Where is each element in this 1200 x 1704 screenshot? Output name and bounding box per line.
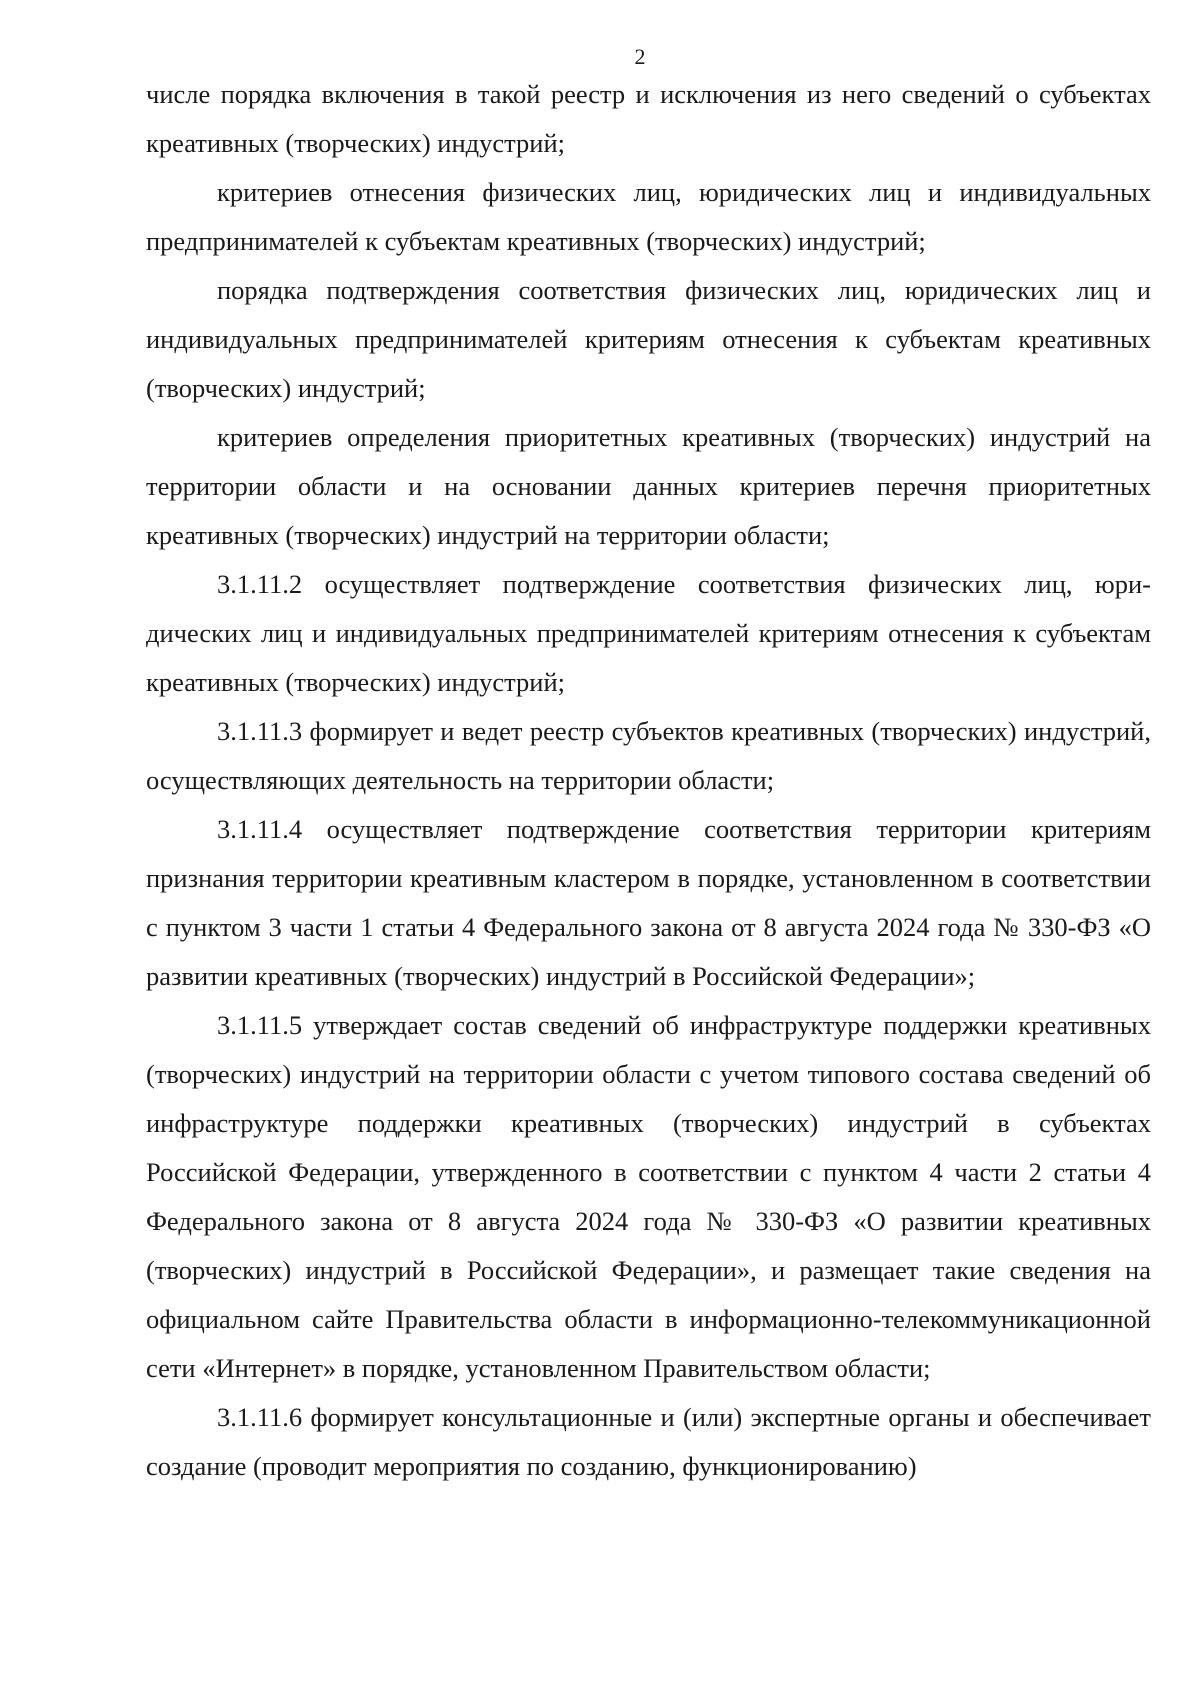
paragraph-priority-criteria: критериев определения приоритетных креативных (творческих) индустрий на территории области и на основании данных критериев перечня приоритетных креативных (творческих) индустрий на территории области; (146, 422, 1151, 550)
page-number: 2 (634, 44, 646, 69)
paragraph-criteria-attribution: критериев отнесения физических лиц, юридических лиц и индивидуальных предпринимателей к субъектам креативных (творческих) индустрий; (146, 177, 1151, 256)
paragraph-3-1-11-6: 3.1.11.6 формирует консультационные и (или) экспертные органы и обеспечивает создание (проводит мероприятия по созданию, функционированию) (146, 1402, 1151, 1481)
paragraph-confirmation-procedure: порядка подтверждения соответствия физических лиц, юридических лиц и индивидуальных предпринимателей критериям отнесения к субъектам креативных (творческих) индустрий; (146, 275, 1151, 403)
paragraph-3-1-11-3: 3.1.11.3 формирует и ведет реестр субъектов креативных (творческих) индустрий, осуществляющих деятельность на территории области; (146, 716, 1151, 795)
paragraph-3-1-11-2: 3.1.11.2 осуществляет подтверждение соответствия физических лиц, юридических лиц и индивидуальных предпринимателей критериям отнесения к субъектам креативных (творческих) индустрий; (146, 569, 1151, 697)
document-body (146, 70, 1151, 1491)
paragraph-3-1-11-5: 3.1.11.5 утверждает состав сведений об инфраструктуре поддержки креативных (творческих) индустрий на территории области с учетом типового состава сведений об инфраструктуре поддержки креативных (творческих) индустрий в субъектах Российской Федерации, утвержденного в соответствии с пунктом 4 части 2 статьи 4 Федерального закона от 8 августа 2024 года № 330-ФЗ «О развитии креативных (творческих) индустрий в Российской Федерации», и размещает такие сведения на официальном сайте Правительства области в информационно-телекоммуникационной сети «Интернет» в порядке, установленном Правительством области; (146, 1010, 1151, 1383)
paragraph-continuation: числе порядка включения в такой реестр и исключения из него сведений о субъектах креативных (творческих) индустрий; (146, 79, 1151, 158)
paragraph-3-1-11-4: 3.1.11.4 осуществляет подтверждение соответствия территории критериям признания территории креативным кластером в порядке, установленном в соответствии с пунктом 3 части 1 статьи 4 Федерального закона от 8 августа 2024 года № 330-ФЗ «О развитии креативных (творческих) индустрий в Российской Федерации»; (146, 814, 1151, 991)
